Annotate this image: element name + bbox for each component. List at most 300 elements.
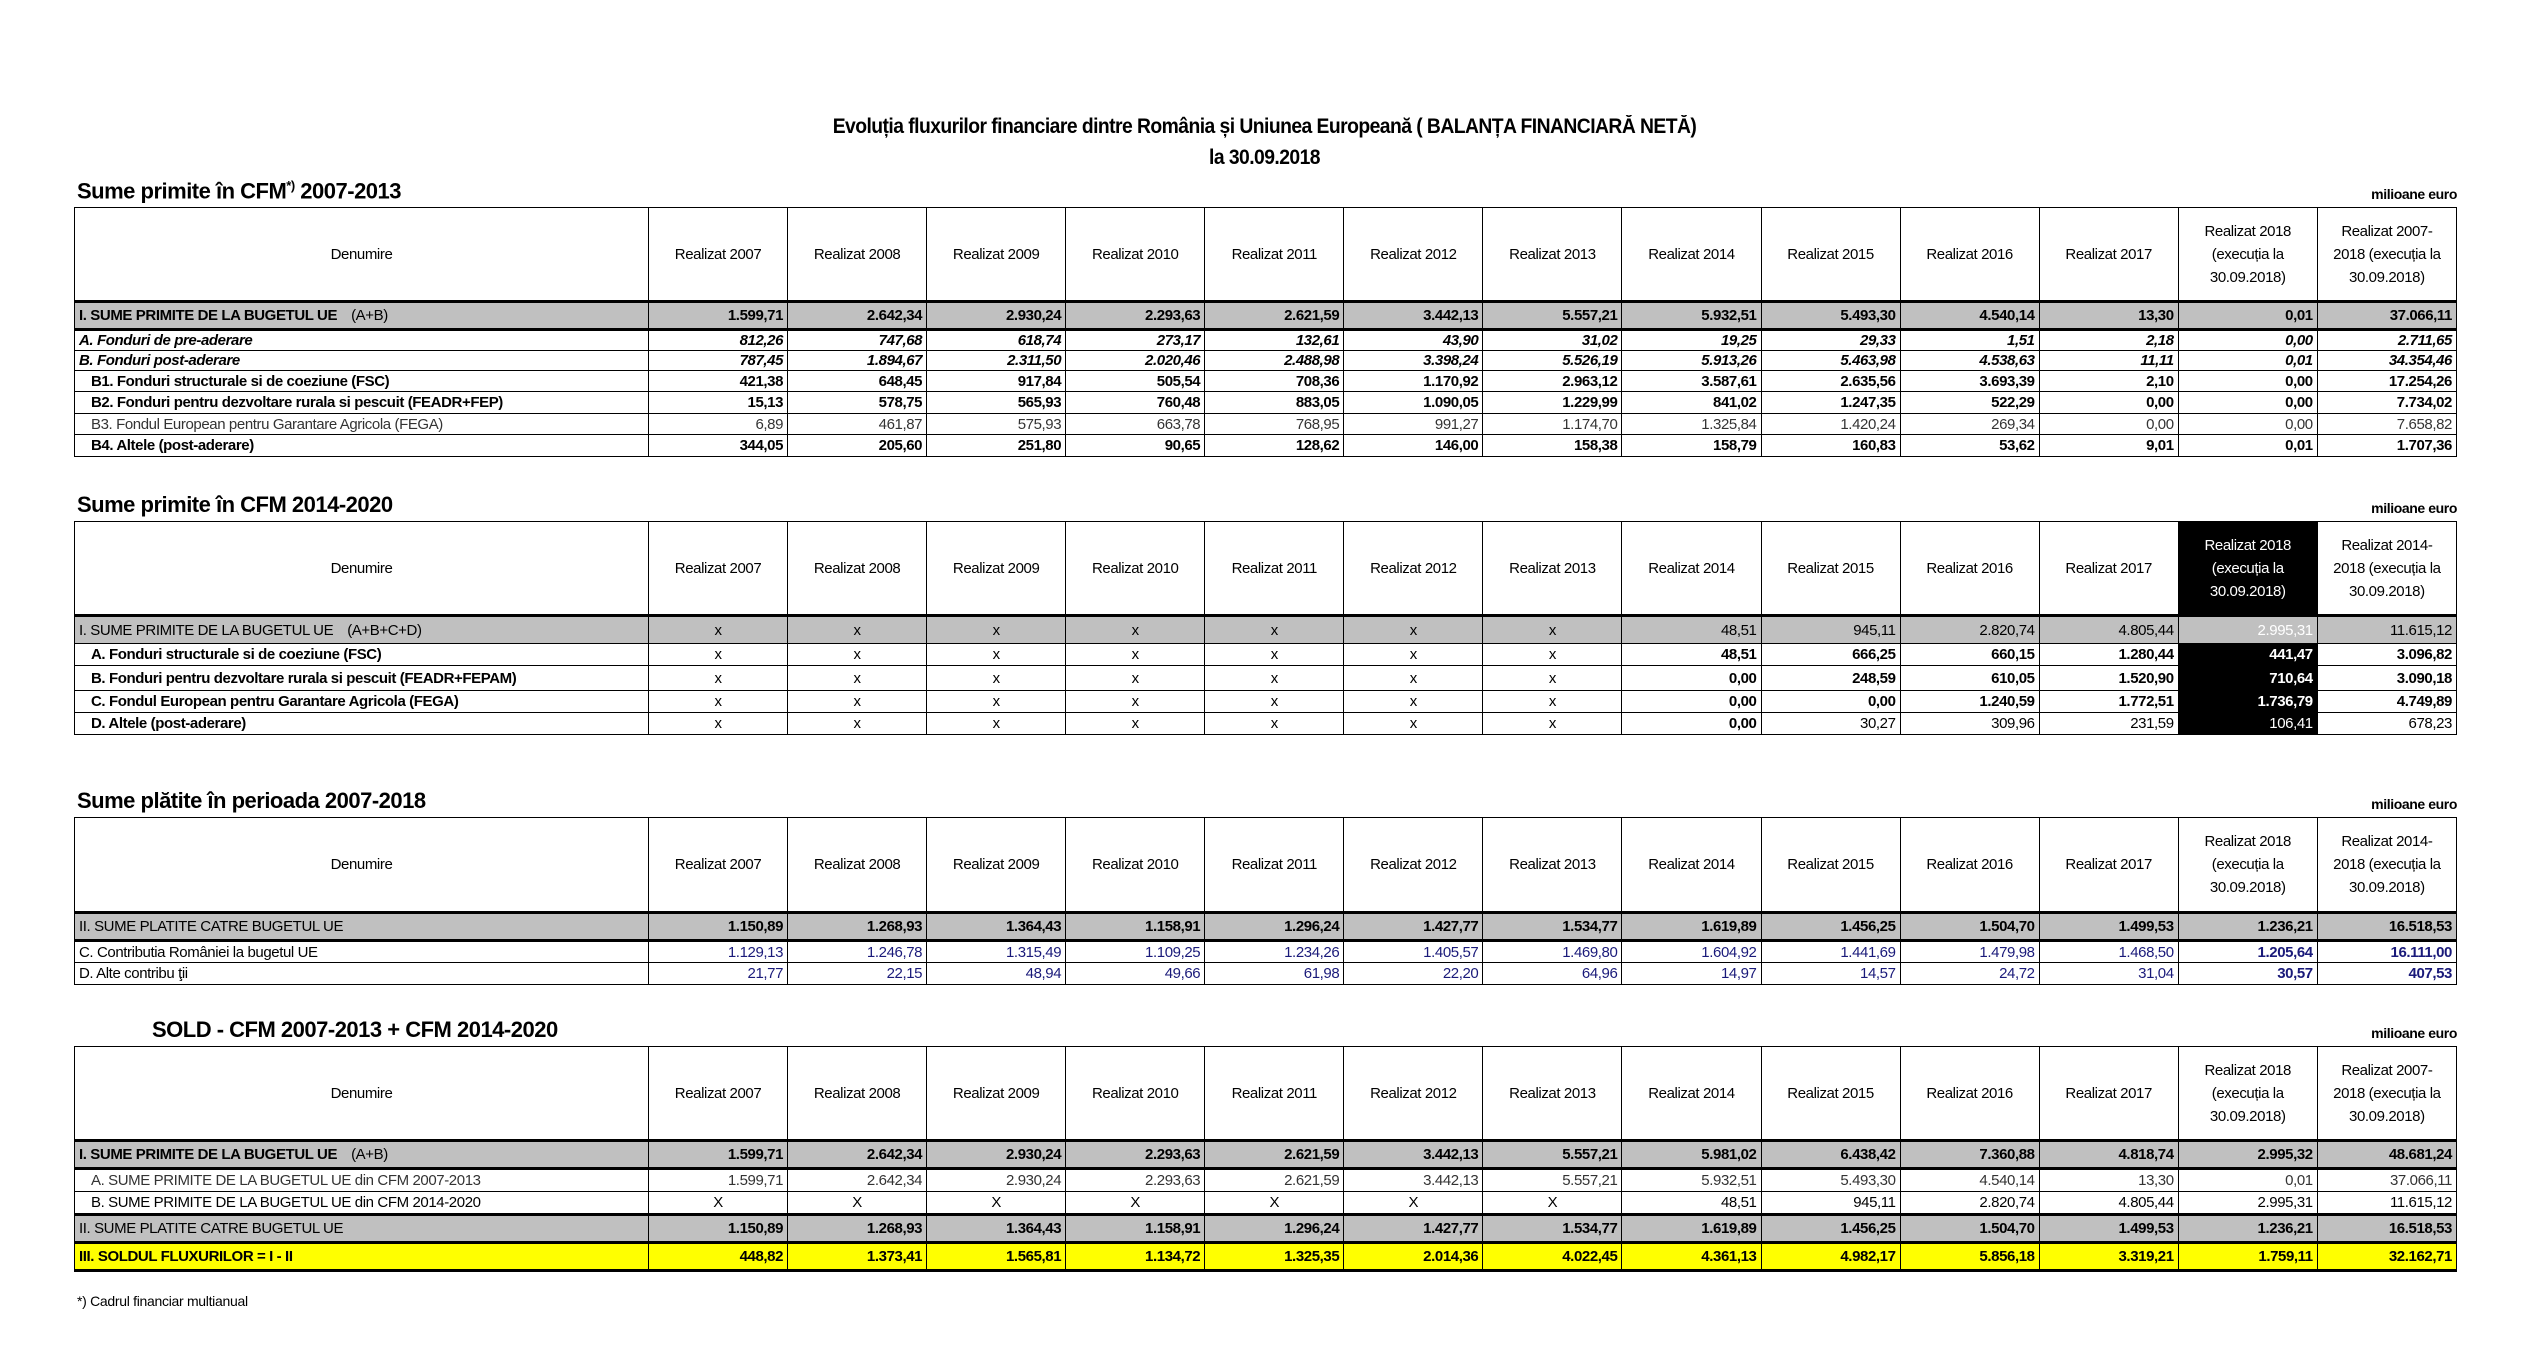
cell-value: 1.325,35 [1205, 1243, 1344, 1271]
cell-value: 9,01 [2039, 435, 2178, 457]
row-label [75, 1192, 649, 1215]
cell-value: 2.995,32 [2178, 1141, 2317, 1169]
cell-value: 812,26 [649, 330, 788, 351]
cell-value: 1,51 [1900, 330, 2039, 351]
cell-value: 1.772,51 [2039, 691, 2178, 713]
row-label [75, 666, 649, 691]
column-header: Realizat 2017 [2039, 1047, 2178, 1141]
table-row [75, 414, 2457, 435]
cell-value: 251,80 [927, 435, 1066, 457]
section-title-text: Sume primite în CFM [77, 178, 287, 204]
cell-value: 1.229,99 [1483, 392, 1622, 414]
cell-value: 565,93 [927, 392, 1066, 414]
table-payments [74, 817, 2457, 985]
cell-value: 522,29 [1900, 392, 2039, 414]
cell-value: 708,36 [1205, 371, 1344, 392]
cell-value: 146,00 [1344, 435, 1483, 457]
cell-value: 13,30 [2039, 302, 2178, 330]
cell-value: 24,72 [1900, 963, 2039, 985]
row-label-formula: (A+B+C+D) [347, 621, 422, 639]
column-header: Realizat 2010 [1066, 1047, 1205, 1141]
column-header: Realizat 2015 [1761, 208, 1900, 302]
table-row [75, 644, 2457, 666]
row-label [75, 1215, 649, 1243]
row-label-text: D. Altele (post-aderare) [91, 715, 246, 732]
cell-value: 3.319,21 [2039, 1243, 2178, 1271]
unit-label: milioane euro [2371, 500, 2457, 516]
row-label-text: C. Fondul European pentru Garantare Agricola (FEGA) [91, 693, 459, 710]
cell-value: 2.930,24 [927, 1169, 1066, 1192]
table-header-row [75, 522, 2457, 616]
cell-value: 1.174,70 [1483, 414, 1622, 435]
cell-value: 248,59 [1761, 666, 1900, 691]
column-header: Realizat 2009 [927, 818, 1066, 913]
cell-value: x [1066, 644, 1205, 666]
row-label [75, 351, 649, 371]
column-header: Realizat 2014 [1622, 818, 1761, 913]
row-label-text: B. Fonduri pentru dezvoltare rurala si pescuit (FEADR+FEPAM) [91, 669, 517, 687]
column-header: Realizat 2016 [1900, 208, 2039, 302]
section-title-balance: SOLD - CFM 2007-2013 + CFM 2014-2020 [152, 1017, 558, 1042]
cell-value: 1.759,11 [2178, 1243, 2317, 1271]
cell-value: 5.526,19 [1483, 351, 1622, 371]
cell-value: 1.405,57 [1344, 941, 1483, 963]
row-label-text: I. SUME PRIMITE DE LA BUGETUL UE [79, 307, 338, 324]
column-header: Realizat 2007-2018 (execuția la 30.09.2018) [2317, 1047, 2456, 1141]
cell-value: 407,53 [2317, 963, 2456, 985]
cell-value: x [1344, 666, 1483, 691]
cell-value: 1.499,53 [2039, 913, 2178, 941]
footnote: *) Cadrul financiar multianual [77, 1293, 248, 1309]
cell-value: 4.540,14 [1900, 302, 2039, 330]
cell-value: 1.565,81 [927, 1243, 1066, 1271]
cell-value: 1.234,26 [1205, 941, 1344, 963]
cell-value: x [788, 691, 927, 713]
cell-value: x [1066, 713, 1205, 735]
table-row [75, 1169, 2457, 1192]
cell-value: 4.805,44 [2039, 616, 2178, 644]
cell-value: 16.111,00 [2317, 941, 2456, 963]
cell-value: 2.311,50 [927, 351, 1066, 371]
cell-value: x [649, 691, 788, 713]
cell-value: 1.315,49 [927, 941, 1066, 963]
cell-value: 945,11 [1761, 616, 1900, 644]
cell-value: 787,45 [649, 351, 788, 371]
row-label-text: C. Contributia României la bugetul UE [79, 943, 318, 961]
table-row [75, 371, 2457, 392]
cell-value: x [788, 644, 927, 666]
unit-label: milioane euro [2371, 1025, 2457, 1041]
cell-value: 29,33 [1761, 330, 1900, 351]
cell-value: 2.642,34 [788, 302, 927, 330]
cell-value: 2.020,46 [1066, 351, 1205, 371]
cell-value: 21,77 [649, 963, 788, 985]
column-header: Realizat 2014 [1622, 208, 1761, 302]
table-row [75, 302, 2457, 330]
cell-value: 5.557,21 [1483, 302, 1622, 330]
cell-value: 32.162,71 [2317, 1243, 2456, 1271]
cell-value: x [1066, 691, 1205, 713]
table-row [75, 941, 2457, 963]
cell-value: 1.520,90 [2039, 666, 2178, 691]
cell-value: 13,30 [2039, 1169, 2178, 1192]
cell-value: 710,64 [2178, 666, 2317, 691]
column-header: Realizat 2013 [1483, 1047, 1622, 1141]
cell-value: 31,02 [1483, 330, 1622, 351]
table-cfm-2007-2013 [74, 207, 2457, 457]
cell-value: 945,11 [1761, 1192, 1900, 1215]
cell-value: X [1066, 1192, 1205, 1215]
cell-value: 158,38 [1483, 435, 1622, 457]
cell-value: x [927, 713, 1066, 735]
column-header: Realizat 2014-2018 (execuția la 30.09.2018) [2317, 522, 2456, 616]
column-header-name: Denumire [75, 522, 649, 616]
cell-value: 1.268,93 [788, 913, 927, 941]
column-header: Realizat 2011 [1205, 522, 1344, 616]
cell-value: 1.364,43 [927, 913, 1066, 941]
column-header: Realizat 2011 [1205, 1047, 1344, 1141]
cell-value: 991,27 [1344, 414, 1483, 435]
cell-value: 0,01 [2178, 435, 2317, 457]
table-row [75, 1141, 2457, 1169]
cell-value: x [649, 713, 788, 735]
column-header: Realizat 2007-2018 (execuția la 30.09.2018) [2317, 208, 2456, 302]
cell-value: 1.427,77 [1344, 913, 1483, 941]
cell-value: 132,61 [1205, 330, 1344, 351]
cell-value: x [1483, 691, 1622, 713]
cell-value: 22,20 [1344, 963, 1483, 985]
cell-value: 1.150,89 [649, 913, 788, 941]
cell-value: 269,34 [1900, 414, 2039, 435]
cell-value: 0,01 [2178, 1169, 2317, 1192]
cell-value: 48,51 [1622, 616, 1761, 644]
column-header: Realizat 2009 [927, 1047, 1066, 1141]
cell-value: 4.818,74 [2039, 1141, 2178, 1169]
cell-value: 14,97 [1622, 963, 1761, 985]
row-label-text: II. SUME PLATITE CATRE BUGETUL UE [79, 918, 344, 935]
column-header: Realizat 2015 [1761, 818, 1900, 913]
cell-value: x [1344, 616, 1483, 644]
cell-value: 3.398,24 [1344, 351, 1483, 371]
cell-value: 4.982,17 [1761, 1243, 1900, 1271]
cell-value: 1.736,79 [2178, 691, 2317, 713]
cell-value: 7.734,02 [2317, 392, 2456, 414]
cell-value: 128,62 [1205, 435, 1344, 457]
table-balance [74, 1046, 2457, 1272]
cell-value: 7.360,88 [1900, 1141, 2039, 1169]
cell-value: x [649, 644, 788, 666]
cell-value: 2.621,59 [1205, 1169, 1344, 1192]
cell-value: 2.711,65 [2317, 330, 2456, 351]
cell-value: 5.981,02 [1622, 1141, 1761, 1169]
cell-value: X [1344, 1192, 1483, 1215]
row-label-text: B1. Fonduri structurale si de coeziune (FSC) [91, 372, 390, 390]
document-title: Evoluția fluxurilor financiare dintre România și Uniunea Europeană ( BALANȚA FINANCIARĂ NETĂ) [832, 115, 1697, 138]
cell-value: 4.538,63 [1900, 351, 2039, 371]
cell-value: 2.930,24 [927, 302, 1066, 330]
column-header: Realizat 2016 [1900, 818, 2039, 913]
cell-value: x [1483, 644, 1622, 666]
cell-value: 441,47 [2178, 644, 2317, 666]
cell-value: 2.293,63 [1066, 1169, 1205, 1192]
cell-value: X [649, 1192, 788, 1215]
column-header: Realizat 2012 [1344, 208, 1483, 302]
column-header: Realizat 2018 (execuția la 30.09.2018) [2178, 1047, 2317, 1141]
column-header: Realizat 2018 (execuția la 30.09.2018) [2178, 522, 2317, 616]
row-label-text: I. SUME PRIMITE DE LA BUGETUL UE [79, 621, 334, 639]
cell-value: 2.642,34 [788, 1141, 927, 1169]
column-header: Realizat 2008 [788, 1047, 927, 1141]
cell-value: 11.615,12 [2317, 616, 2456, 644]
cell-value: x [649, 616, 788, 644]
cell-value: 3.442,13 [1344, 1141, 1483, 1169]
row-label [75, 1169, 649, 1192]
table-row [75, 392, 2457, 414]
cell-value: x [788, 666, 927, 691]
table-header-row [75, 208, 2457, 302]
row-label-text: A. SUME PRIMITE DE LA BUGETUL UE din CFM 2007-2013 [91, 1172, 481, 1189]
cell-value: 1.534,77 [1483, 913, 1622, 941]
cell-value: 660,15 [1900, 644, 2039, 666]
cell-value: 15,13 [649, 392, 788, 414]
column-header: Realizat 2008 [788, 208, 927, 302]
cell-value: 1.479,98 [1900, 941, 2039, 963]
cell-value: 663,78 [1066, 414, 1205, 435]
row-label-text: B. Fonduri post-aderare [79, 352, 240, 369]
cell-value: 610,05 [1900, 666, 2039, 691]
cell-value: 5.913,26 [1622, 351, 1761, 371]
unit-label: milioane euro [2371, 186, 2457, 202]
cell-value: 48,94 [927, 963, 1066, 985]
cell-value: 1.599,71 [649, 1141, 788, 1169]
column-header: Realizat 2009 [927, 522, 1066, 616]
cell-value: x [1205, 666, 1344, 691]
column-header: Realizat 2014 [1622, 1047, 1761, 1141]
column-header: Realizat 2015 [1761, 522, 1900, 616]
cell-value: 1.456,25 [1761, 1215, 1900, 1243]
cell-value: X [1483, 1192, 1622, 1215]
cell-value: 3.442,13 [1344, 1169, 1483, 1192]
cell-value: 231,59 [2039, 713, 2178, 735]
cell-value: x [1205, 691, 1344, 713]
cell-value: 1.468,50 [2039, 941, 2178, 963]
column-header: Realizat 2008 [788, 818, 927, 913]
cell-value: 2.635,56 [1761, 371, 1900, 392]
row-label-text: B2. Fonduri pentru dezvoltare rurala si pescuit (FEADR+FEP) [91, 394, 503, 411]
cell-value: 0,01 [2178, 351, 2317, 371]
cell-value: 30,57 [2178, 963, 2317, 985]
table-row [75, 963, 2457, 985]
table-row [75, 713, 2457, 735]
cell-value: 61,98 [1205, 963, 1344, 985]
cell-value: 30,27 [1761, 713, 1900, 735]
cell-value: 1.280,44 [2039, 644, 2178, 666]
table-row [75, 330, 2457, 351]
cell-value: 2,10 [2039, 371, 2178, 392]
cell-value: x [1344, 644, 1483, 666]
cell-value: x [1483, 666, 1622, 691]
cell-value: 6.438,42 [1761, 1141, 1900, 1169]
row-label-formula: (A+B) [351, 1146, 388, 1163]
cell-value: 3.442,13 [1344, 302, 1483, 330]
cell-value: 1.129,13 [649, 941, 788, 963]
cell-value: 19,25 [1622, 330, 1761, 351]
cell-value: 1.604,92 [1622, 941, 1761, 963]
cell-value: 205,60 [788, 435, 927, 457]
cell-value: 5.493,30 [1761, 302, 1900, 330]
cell-value: 1.707,36 [2317, 435, 2456, 457]
cell-value: 883,05 [1205, 392, 1344, 414]
cell-value: 1.420,24 [1761, 414, 1900, 435]
cell-value: 90,65 [1066, 435, 1205, 457]
table-row [75, 351, 2457, 371]
cell-value: 2.293,63 [1066, 302, 1205, 330]
cell-value: x [1205, 616, 1344, 644]
cell-value: 4.749,89 [2317, 691, 2456, 713]
cell-value: 48.681,24 [2317, 1141, 2456, 1169]
row-label-text: III. SOLDUL FLUXURILOR = I - II [79, 1248, 293, 1265]
column-header-name: Denumire [75, 208, 649, 302]
cell-value: 0,00 [2178, 414, 2317, 435]
column-header: Realizat 2017 [2039, 818, 2178, 913]
cell-value: 578,75 [788, 392, 927, 414]
cell-value: 273,17 [1066, 330, 1205, 351]
row-label [75, 713, 649, 735]
cell-value: X [927, 1192, 1066, 1215]
cell-value: 49,66 [1066, 963, 1205, 985]
cell-value: 0,00 [2178, 330, 2317, 351]
cell-value: 747,68 [788, 330, 927, 351]
cell-value: 0,01 [2178, 302, 2317, 330]
cell-value: 309,96 [1900, 713, 2039, 735]
cell-value: 2.621,59 [1205, 1141, 1344, 1169]
cell-value: x [1344, 713, 1483, 735]
column-header: Realizat 2014-2018 (execuția la 30.09.2018) [2317, 818, 2456, 913]
cell-value: 421,38 [649, 371, 788, 392]
table-row [75, 1192, 2457, 1215]
cell-value: 0,00 [1622, 713, 1761, 735]
row-label-text: B4. Altele (post-aderare) [91, 437, 254, 454]
cell-value: 31,04 [2039, 963, 2178, 985]
cell-value: 1.469,80 [1483, 941, 1622, 963]
row-label-text: D. Alte contribu ţii [79, 965, 188, 982]
cell-value: 37.066,11 [2317, 1169, 2456, 1192]
section-title-cfm-2007-2013 [77, 178, 401, 204]
cell-value: 2.995,31 [2178, 616, 2317, 644]
column-header-name: Denumire [75, 1047, 649, 1141]
cell-value: x [1483, 713, 1622, 735]
column-header: Realizat 2013 [1483, 818, 1622, 913]
cell-value: 5.932,51 [1622, 1169, 1761, 1192]
cell-value: 344,05 [649, 435, 788, 457]
section-title-payments: Sume plătite în perioada 2007-2018 [77, 788, 426, 813]
cell-value: 1.158,91 [1066, 1215, 1205, 1243]
footnote-marker: *) [286, 178, 295, 193]
cell-value: 1.599,71 [649, 1169, 788, 1192]
column-header: Realizat 2011 [1205, 818, 1344, 913]
cell-value: 461,87 [788, 414, 927, 435]
cell-value: 1.090,05 [1344, 392, 1483, 414]
cell-value: 158,79 [1622, 435, 1761, 457]
cell-value: 618,74 [927, 330, 1066, 351]
cell-value: 11,11 [2039, 351, 2178, 371]
cell-value: 1.205,64 [2178, 941, 2317, 963]
cell-value: 0,00 [1622, 691, 1761, 713]
table-header-row [75, 818, 2457, 913]
cell-value: 22,15 [788, 963, 927, 985]
cell-value: 53,62 [1900, 435, 2039, 457]
cell-value: 648,45 [788, 371, 927, 392]
row-label [75, 1243, 649, 1271]
row-label [75, 435, 649, 457]
cell-value: 2,18 [2039, 330, 2178, 351]
row-label [75, 330, 649, 351]
cell-value: 448,82 [649, 1243, 788, 1271]
cell-value: 6,89 [649, 414, 788, 435]
cell-value: 2.488,98 [1205, 351, 1344, 371]
cell-value: 0,00 [1622, 666, 1761, 691]
cell-value: 14,57 [1761, 963, 1900, 985]
cell-value: 1.504,70 [1900, 913, 2039, 941]
cell-value: 1.236,21 [2178, 1215, 2317, 1243]
row-label [75, 371, 649, 392]
cell-value: x [927, 644, 1066, 666]
cell-value: 64,96 [1483, 963, 1622, 985]
cell-value: 7.658,82 [2317, 414, 2456, 435]
table-row [75, 666, 2457, 691]
cell-value: 5.932,51 [1622, 302, 1761, 330]
cell-value: 678,23 [2317, 713, 2456, 735]
column-header: Realizat 2012 [1344, 1047, 1483, 1141]
cell-value: 1.894,67 [788, 351, 927, 371]
cell-value: 1.240,59 [1900, 691, 2039, 713]
column-header: Realizat 2016 [1900, 1047, 2039, 1141]
cell-value: 1.325,84 [1622, 414, 1761, 435]
row-label [75, 392, 649, 414]
cell-value: 0,00 [1761, 691, 1900, 713]
column-header: Realizat 2007 [649, 208, 788, 302]
cell-value: 1.150,89 [649, 1215, 788, 1243]
table-row [75, 913, 2457, 941]
cell-value: 841,02 [1622, 392, 1761, 414]
column-header: Realizat 2013 [1483, 522, 1622, 616]
cell-value: 5.493,30 [1761, 1169, 1900, 1192]
cell-value: 1.247,35 [1761, 392, 1900, 414]
cell-value: 1.296,24 [1205, 913, 1344, 941]
cell-value: 575,93 [927, 414, 1066, 435]
cell-value: 2.014,36 [1344, 1243, 1483, 1271]
cell-value: x [1066, 666, 1205, 691]
cell-value: X [1205, 1192, 1344, 1215]
cell-value: 1.619,89 [1622, 1215, 1761, 1243]
cell-value: x [927, 616, 1066, 644]
row-label-text: I. SUME PRIMITE DE LA BUGETUL UE [79, 1146, 338, 1163]
row-label-formula: (A+B) [351, 307, 388, 324]
cell-value: 2.642,34 [788, 1169, 927, 1192]
cell-value: x [788, 616, 927, 644]
cell-value: x [1205, 713, 1344, 735]
unit-label: milioane euro [2371, 796, 2457, 812]
cell-value: x [1066, 616, 1205, 644]
cell-value: 2.995,31 [2178, 1192, 2317, 1215]
cell-value: 4.022,45 [1483, 1243, 1622, 1271]
column-header: Realizat 2017 [2039, 208, 2178, 302]
cell-value: 160,83 [1761, 435, 1900, 457]
cell-value: 1.373,41 [788, 1243, 927, 1271]
cell-value: 666,25 [1761, 644, 1900, 666]
table-row [75, 616, 2457, 644]
cell-value: 5.557,21 [1483, 1169, 1622, 1192]
